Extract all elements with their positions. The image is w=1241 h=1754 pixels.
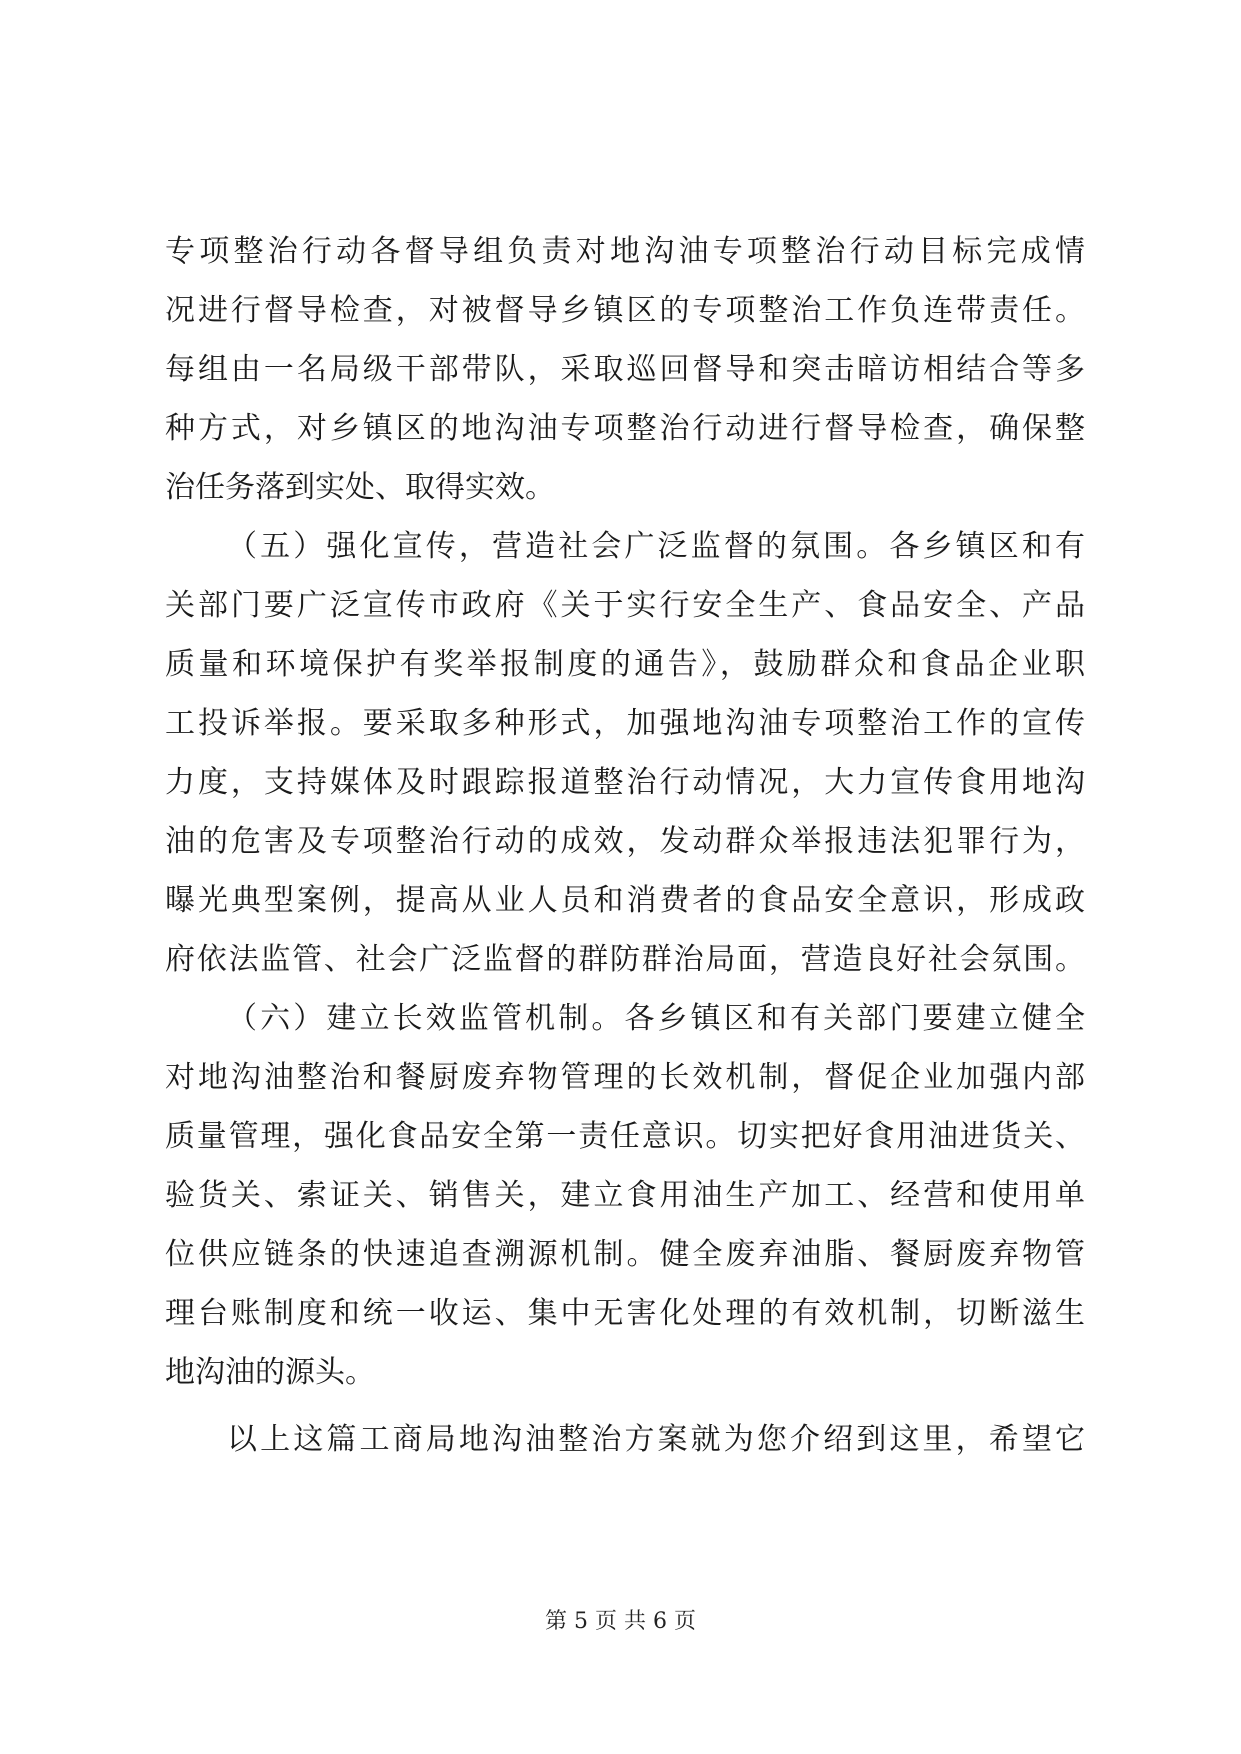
text-line: 治任务落到实处、取得实效。	[165, 470, 555, 505]
text-line: 关部门要广泛宣传市政府《关于实行安全生产、食品安全、产品	[165, 588, 1085, 623]
text-line: 质量和环境保护有奖举报制度的通告》，鼓励群众和食品企业职	[165, 647, 1085, 682]
text-line: 质量管理，强化食品安全第一责任意识。切实把好食用油进货关、	[165, 1119, 1085, 1154]
text-line: 以上这篇工商局地沟油整治方案就为您介绍到这里，希望它	[227, 1422, 1085, 1457]
text-line: 地沟油的源头。	[165, 1355, 375, 1390]
text-line: 每组由一名局级干部带队，采取巡回督导和突击暗访相结合等多	[165, 352, 1085, 387]
page-footer: 第 5 页 共 6 页	[545, 1609, 696, 1634]
paragraph-closing	[165, 1410, 1085, 1469]
text-line: （六）建立长效监管机制。各乡镇区和有关部门要建立健全	[227, 1001, 1085, 1036]
text-line: 验货关、索证关、销售关，建立食用油生产加工、经营和使用单	[165, 1178, 1085, 1213]
text-line: 况进行督导检查，对被督导乡镇区的专项整治工作负连带责任。	[165, 293, 1085, 328]
text-line: 工投诉举报。要采取多种形式，加强地沟油专项整治工作的宣传	[165, 706, 1085, 741]
body-text	[165, 222, 1085, 1469]
paragraph-long-term-mechanism	[165, 989, 1085, 1402]
text-line: 府依法监管、社会广泛监督的群防群治局面，营造良好社会氛围。	[165, 942, 1085, 977]
paragraph-publicity	[165, 517, 1085, 989]
paragraph-supervision	[165, 222, 1085, 517]
text-line: 理台账制度和统一收运、集中无害化处理的有效机制，切断滋生	[165, 1296, 1085, 1331]
text-line: 曝光典型案例，提高从业人员和消费者的食品安全意识，形成政	[165, 883, 1085, 918]
text-line: 种方式，对乡镇区的地沟油专项整治行动进行督导检查，确保整	[165, 411, 1085, 446]
text-line: 专项整治行动各督导组负责对地沟油专项整治行动目标完成情	[165, 234, 1085, 269]
text-line: 油的危害及专项整治行动的成效，发动群众举报违法犯罪行为，	[165, 824, 1085, 859]
text-line: 对地沟油整治和餐厨废弃物管理的长效机制，督促企业加强内部	[165, 1060, 1085, 1095]
paragraph-gap	[165, 1402, 1085, 1410]
text-line: 位供应链条的快速追查溯源机制。健全废弃油脂、餐厨废弃物管	[165, 1237, 1085, 1272]
text-line: 力度，支持媒体及时跟踪报道整治行动情况，大力宣传食用地沟	[165, 765, 1085, 800]
text-line: （五）强化宣传，营造社会广泛监督的氛围。各乡镇区和有	[227, 529, 1085, 564]
